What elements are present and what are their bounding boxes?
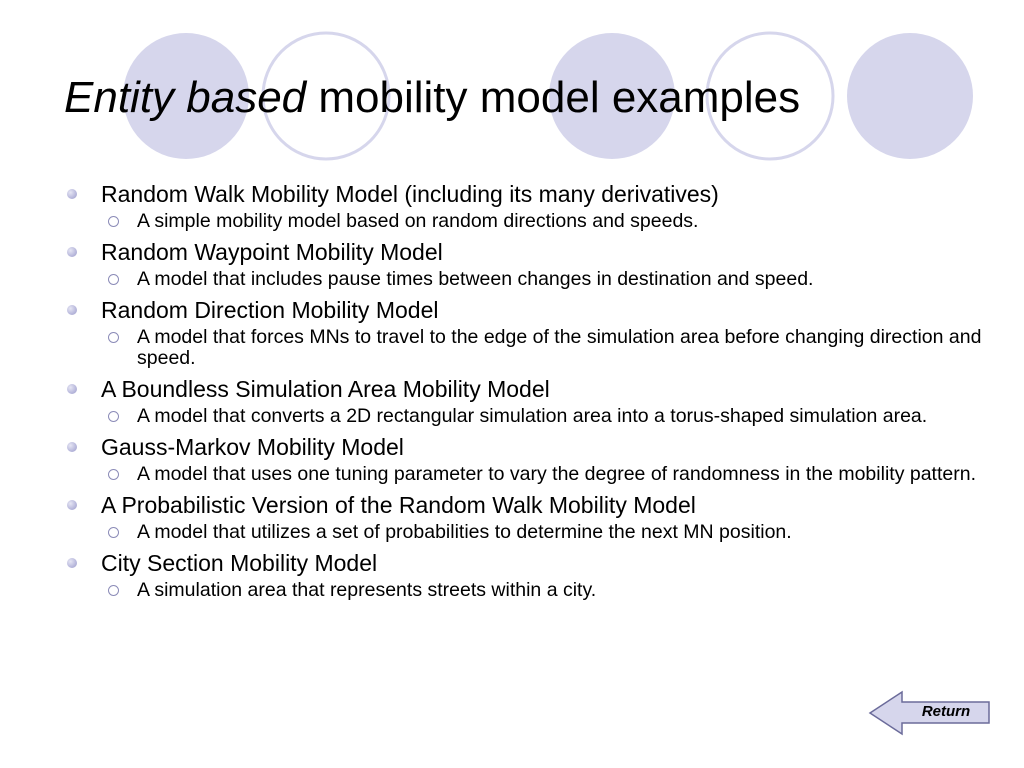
hollow-circle-bullet-icon <box>108 469 119 480</box>
bullet-dot-icon <box>67 305 77 315</box>
sub-bullet-item <box>64 522 984 543</box>
return-label: Return <box>921 703 971 720</box>
bullet-dot-icon <box>67 500 77 510</box>
hollow-circle-bullet-icon <box>108 216 119 227</box>
title-rest: mobility model examples <box>318 73 801 122</box>
bullet-text: A Probabilistic Version of the Random Walk Mobility Model <box>101 492 696 518</box>
sub-bullet-text: A model that includes pause times between changes in destination and speed. <box>137 268 814 290</box>
bullet-list <box>64 176 984 601</box>
bullet-dot-icon <box>67 558 77 568</box>
bullet-text: Gauss-Markov Mobility Model <box>101 434 404 460</box>
bullet-item <box>64 180 984 208</box>
title-emphasis: Entity based <box>64 73 307 122</box>
bullet-item <box>64 433 984 461</box>
sub-bullet-text: A model that utilizes a set of probabilities to determine the next MN position. <box>137 521 792 543</box>
bullet-item <box>64 296 984 324</box>
bullet-text: Random Waypoint Mobility Model <box>101 239 443 265</box>
slide-title <box>64 70 800 126</box>
bullet-dot-icon <box>67 189 77 199</box>
hollow-circle-bullet-icon <box>108 527 119 538</box>
sub-bullet-item <box>64 406 984 427</box>
return-button[interactable] <box>868 690 992 736</box>
bullet-dot-icon <box>67 384 77 394</box>
bullet-text: A Boundless Simulation Area Mobility Model <box>101 376 550 402</box>
hollow-circle-bullet-icon <box>108 332 119 343</box>
sub-bullet-text: A simulation area that represents streets within a city. <box>137 579 597 601</box>
decor-circle-filled <box>847 33 973 159</box>
sub-bullet-text: A model that uses one tuning parameter to vary the degree of randomness in the mobility pattern. <box>137 463 976 485</box>
bullet-dot-icon <box>67 247 77 257</box>
bullet-item <box>64 375 984 403</box>
bullet-dot-icon <box>67 442 77 452</box>
hollow-circle-bullet-icon <box>108 274 119 285</box>
hollow-circle-bullet-icon <box>108 411 119 422</box>
bullet-item <box>64 491 984 519</box>
sub-bullet-text: A model that converts a 2D rectangular simulation area into a torus-shaped simulation area. <box>137 405 928 427</box>
sub-bullet-item <box>64 580 984 601</box>
bullet-text: Random Walk Mobility Model (including its many derivatives) <box>101 181 719 207</box>
sub-bullet-item <box>64 327 984 369</box>
hollow-circle-bullet-icon <box>108 585 119 596</box>
sub-bullet-text: A model that forces MNs to travel to the edge of the simulation area before changing direction and speed. <box>137 326 982 369</box>
sub-bullet-text: A simple mobility model based on random directions and speeds. <box>137 210 699 232</box>
bullet-text: City Section Mobility Model <box>101 550 378 576</box>
sub-bullet-item <box>64 211 984 232</box>
sub-bullet-item <box>64 464 984 485</box>
bullet-text: Random Direction Mobility Model <box>101 297 439 323</box>
sub-bullet-item <box>64 269 984 290</box>
bullet-item <box>64 238 984 266</box>
bullet-item <box>64 549 984 577</box>
